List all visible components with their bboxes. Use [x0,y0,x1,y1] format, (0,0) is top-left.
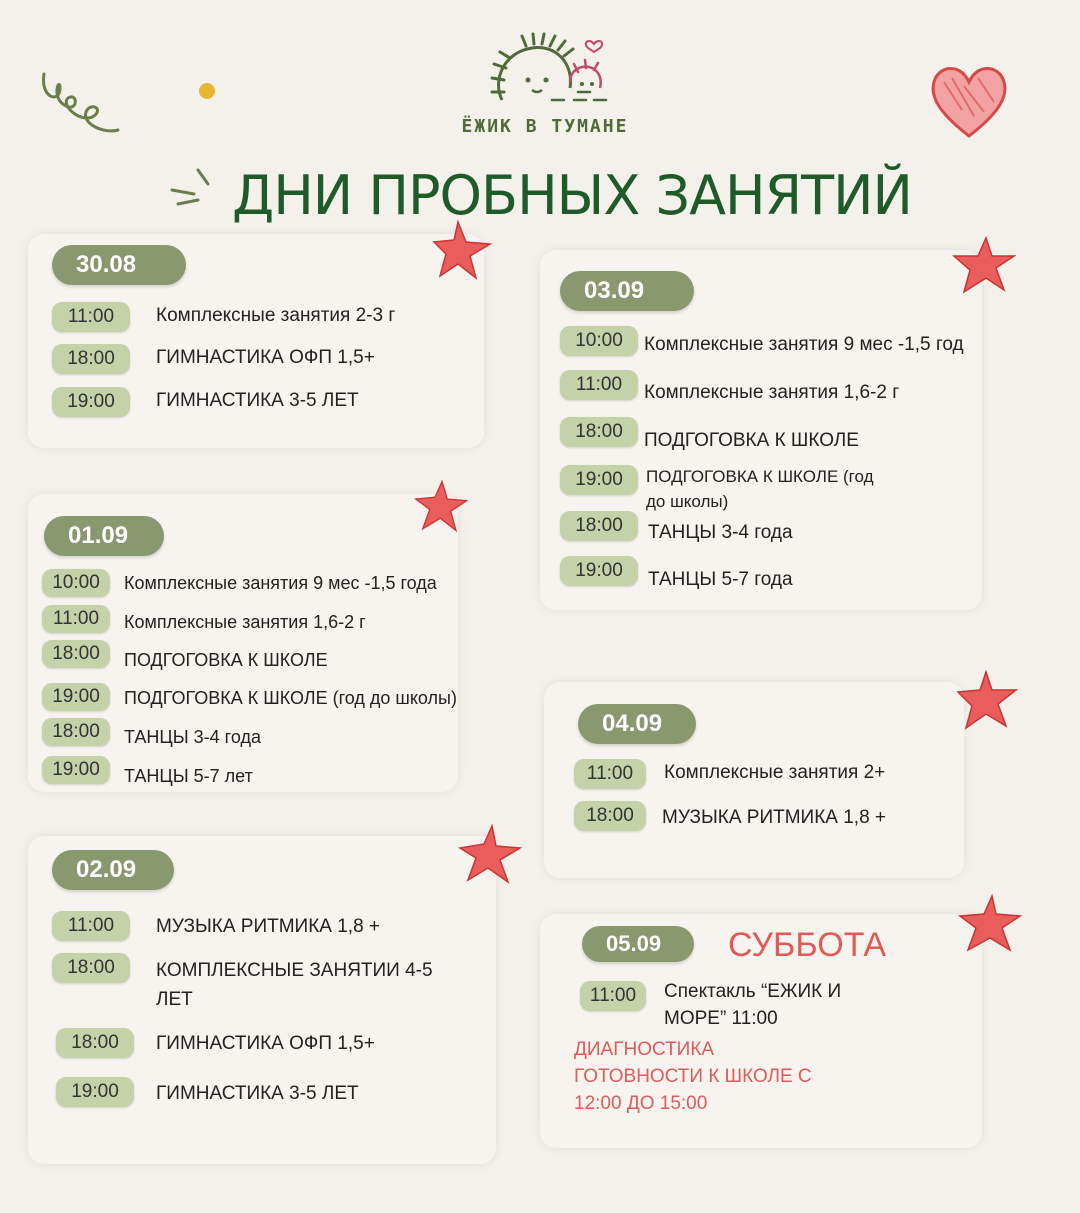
time-pill: 18:00 [560,511,638,541]
session-label: Комплексные занятия 9 мес -1,5 года [124,573,437,593]
session-label: ПОДГОГОВКА К ШКОЛЕ [644,430,859,451]
day-card-04-09 [544,682,964,878]
session-label: Комплексные занятия 1,6-2 г [644,382,900,403]
date-pill: 02.09 [52,850,174,890]
dot-icon [198,82,216,100]
session-label: МУЗЫКА РИТМИКА 1,8 + [662,807,887,828]
date-pill: 04.09 [578,704,696,744]
star-icon [956,668,1020,732]
logo-text: ЁЖИК В ТУМАНЕ [461,116,629,137]
time-pill: 18:00 [56,1028,134,1058]
time-pill: 10:00 [560,326,638,356]
day-card-03-09 [540,250,982,610]
session-label: МУЗЫКА РИТМИКА 1,8 + [156,916,381,937]
session-label: ПОДГОГОВКА К ШКОЛЕ (год до школы) [124,688,457,708]
session-label: ГИМНАСТИКА ОФП 1,5+ [156,347,375,368]
time-pill: 19:00 [42,683,110,711]
time-pill: 19:00 [52,387,130,417]
hedgehog-icon [470,30,620,112]
time-pill: 11:00 [580,981,646,1011]
time-pill: 18:00 [42,718,110,746]
day-card-30-08 [28,234,484,448]
star-icon [958,892,1022,956]
sparkle-lines-icon [168,166,216,206]
day-card-02-09 [28,836,496,1164]
session-label: ГИМНАСТИКА ОФП 1,5+ [156,1033,375,1054]
session-label: ГИМНАСТИКА 3-5 ЛЕТ [156,390,359,411]
time-pill: 11:00 [574,759,646,789]
star-icon [952,234,1016,298]
diagnostics-note: ДИАГНОСТИКА ГОТОВНОСТИ К ШКОЛЕ С 12:00 ДО 15:00 [574,1039,812,1114]
heart-icon [928,60,1010,140]
time-pill: 11:00 [560,370,638,400]
date-pill: 01.09 [44,516,164,556]
weekday-label: СУББОТА [728,926,887,964]
time-pill: 10:00 [42,569,110,597]
time-pill: 19:00 [42,756,110,784]
session-label: Комплексные занятия 1,6-2 г [124,612,366,632]
time-pill: 18:00 [52,953,130,983]
session-label: Комплексные занятия 2+ [664,762,886,783]
session-label: ТАНЦЫ 5-7 года [648,569,793,590]
session-label: ПОДГОГОВКА К ШКОЛЕ [124,650,328,670]
session-label: ГИМНАСТИКА 3-5 ЛЕТ [156,1083,359,1104]
session-label: Спектакль “ЕЖИК И МОРЕ” 11:00 [664,981,842,1029]
date-pill: 30.08 [52,245,186,285]
page-title: ДНИ ПРОБНЫХ ЗАНЯТИЙ [232,164,912,227]
session-label: ТАНЦЫ 3-4 года [124,727,261,747]
time-pill: 18:00 [42,640,110,668]
star-icon [432,218,496,282]
brand-logo [440,30,650,145]
swirl-doodle-icon [38,68,120,140]
session-label: КОМПЛЕКСНЫЕ ЗАНЯТИИ 4-5 ЛЕТ [156,960,433,1010]
time-pill: 11:00 [42,605,110,633]
time-pill: 19:00 [56,1077,134,1107]
time-pill: 18:00 [52,344,130,374]
star-icon [458,822,522,886]
session-label: ТАНЦЫ 3-4 года [648,522,793,543]
time-pill: 19:00 [560,556,638,586]
session-label: ПОДГОГОВКА К ШКОЛЕ (год до школы) [646,467,874,511]
time-pill: 18:00 [560,417,638,447]
time-pill: 11:00 [52,302,130,332]
time-pill: 11:00 [52,911,130,941]
star-icon [414,478,470,534]
date-pill: 03.09 [560,271,694,311]
time-pill: 19:00 [560,465,638,495]
session-label: Комплексные занятия 2-3 г [156,305,396,326]
session-label: Комплексные занятия 9 мес -1,5 год [644,334,964,355]
time-pill: 18:00 [574,801,646,831]
session-label: ТАНЦЫ 5-7 лет [124,766,253,786]
date-pill: 05.09 [582,926,694,962]
day-card-05-09 [540,914,982,1148]
day-card-01-09 [28,494,458,792]
